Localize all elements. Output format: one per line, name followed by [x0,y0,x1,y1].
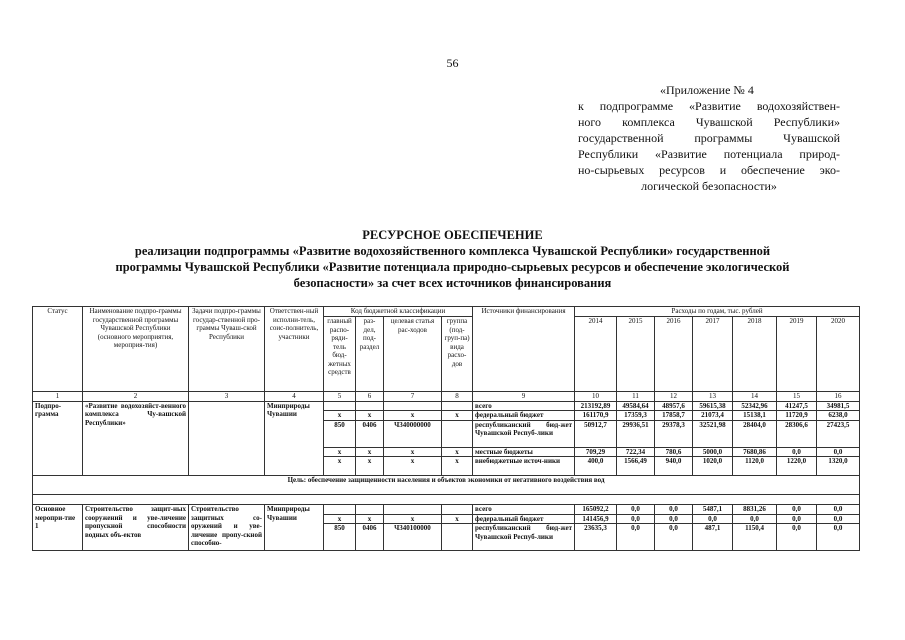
value-cell: 0,0 [817,514,860,524]
value-cell: 0,0 [777,524,817,551]
table-row [33,505,860,515]
code-cell [442,401,473,411]
status-cell: Подпро-грамма [33,401,83,476]
appendix-line: логической безопасности» [641,179,777,193]
value-cell: 23635,3 [575,524,617,551]
value-cell: 161170,9 [575,411,617,421]
value-cell: 15138,1 [733,411,777,421]
value-cell: 0,0 [777,514,817,524]
code-cell [356,505,384,515]
header-year: 2015 [617,317,655,392]
header-code-target: целевая статья рас-ходов [384,317,442,392]
value-cell: 0,0 [655,524,693,551]
document-title [60,227,845,291]
status-cell: Основное меропри-тие 1 [33,505,83,551]
source-cell: федеральный бюджет [473,411,575,421]
header-year: 2018 [733,317,777,392]
value-cell: 213192,89 [575,401,617,411]
header-year: 2017 [693,317,733,392]
code-cell [324,505,356,515]
code-cell: x [384,411,442,421]
code-cell: x [442,514,473,524]
column-number: 5 [324,392,356,402]
code-cell: 850 [324,420,356,447]
value-cell: 0,0 [817,447,860,457]
code-cell: x [356,447,384,457]
value-cell: 709,29 [575,447,617,457]
value-cell: 0,0 [777,447,817,457]
code-cell: x [324,447,356,457]
value-cell: 0,0 [617,524,655,551]
header-tasks: Задачи подпро-граммы государ-ственной про-граммы Чуваш-ской Республики [189,307,265,392]
header-status: Статус [33,307,83,392]
spacer-row [33,495,860,505]
header-source: Источники финансирования [473,307,575,392]
value-cell: 0,0 [777,505,817,515]
code-cell: x [384,447,442,457]
column-number: 8 [442,392,473,402]
column-number: 2 [83,392,189,402]
value-cell: 0,0 [617,505,655,515]
code-cell: x [442,447,473,457]
goal-row [33,476,860,495]
column-number: 3 [189,392,265,402]
code-cell [442,505,473,515]
column-number: 13 [693,392,733,402]
code-cell: x [324,457,356,476]
code-cell: x [356,411,384,421]
executor-cell: Минприроды Чувашии [265,401,324,476]
header-year: 2019 [777,317,817,392]
header-code-group: группа (под-груп-па) вида расхо-дов [442,317,473,392]
code-cell [442,524,473,551]
title-line: РЕСУРСНОЕ ОБЕСПЕЧЕНИЕ [362,228,543,242]
source-cell: федеральный бюджет [473,514,575,524]
source-cell: местные бюджеты [473,447,575,457]
column-number: 15 [777,392,817,402]
header-budget-code: Код бюджетной классификации [324,307,473,317]
value-cell: 8831,26 [733,505,777,515]
header-year: 2014 [575,317,617,392]
value-cell: 1020,0 [693,457,733,476]
resource-table [32,306,860,551]
code-cell: x [442,411,473,421]
code-cell [384,401,442,411]
code-cell: x [324,514,356,524]
value-cell: 141456,9 [575,514,617,524]
value-cell: 1150,4 [733,524,777,551]
table-row [33,401,860,411]
header-year: 2020 [817,317,860,392]
column-number: 6 [356,392,384,402]
source-cell: внебюджетные источ-ники [473,457,575,476]
value-cell: 27423,5 [817,420,860,447]
page-number: 56 [446,56,459,70]
value-cell: 5000,0 [693,447,733,457]
value-cell: 11720,9 [777,411,817,421]
appendix-line: Республики «Развитие потенциала природ- [578,147,840,161]
value-cell: 1320,0 [817,457,860,476]
title-line: безопасности» за счет всех источников финансирования [293,276,612,290]
executor-cell: Минприроды Чувашии [265,505,324,551]
code-cell: x [384,514,442,524]
value-cell: 29378,3 [655,420,693,447]
value-cell: 165092,2 [575,505,617,515]
code-cell: x [384,457,442,476]
code-cell [384,505,442,515]
column-number: 7 [384,392,442,402]
value-cell: 49584,64 [617,401,655,411]
tasks-cell: Строительство защитных со-оружений и уве-личение пропу-скной способно- [189,505,265,551]
value-cell: 28404,0 [733,420,777,447]
column-numbers-row [33,392,860,402]
title-line: реализации подпрограммы «Развитие водохозяйственного комплекса Чувашской Республики» государственной [134,244,771,258]
value-cell: 487,1 [693,524,733,551]
value-cell: 400,0 [575,457,617,476]
value-cell: 0,0 [655,505,693,515]
code-cell: 850 [324,524,356,551]
value-cell: 6238,0 [817,411,860,421]
column-number: 9 [473,392,575,402]
value-cell: 28306,6 [777,420,817,447]
header-expenses: Расходы по годам, тыс. рублей [575,307,860,317]
table-header-row [33,307,860,317]
column-number: 14 [733,392,777,402]
code-cell: 0406 [356,420,384,447]
value-cell: 32521,98 [693,420,733,447]
code-cell: Ч340100000 [384,524,442,551]
column-number: 4 [265,392,324,402]
value-cell: 17858,7 [655,411,693,421]
appendix-line: к подпрограмме «Развитие водохозяйствен- [578,99,840,113]
source-cell: республиканский бюд-жет Чувашской Респуб-лики [473,420,575,447]
goal-text: Цель: обеспечение защищенности населения и объектов экономики от негативного воздействия вод [33,476,860,495]
value-cell: 0,0 [817,505,860,515]
code-cell: Ч340000000 [384,420,442,447]
value-cell: 7680,86 [733,447,777,457]
value-cell: 17359,3 [617,411,655,421]
value-cell: 1220,0 [777,457,817,476]
column-number: 12 [655,392,693,402]
source-cell: всего [473,505,575,515]
value-cell: 5487,1 [693,505,733,515]
value-cell: 1120,0 [733,457,777,476]
value-cell: 52342,96 [733,401,777,411]
value-cell: 59615,38 [693,401,733,411]
column-number: 11 [617,392,655,402]
value-cell: 48957,6 [655,401,693,411]
appendix-line: «Приложение № 4 [660,83,754,97]
source-cell: республиканский бюд-жет Чувашской Респуб-лики [473,524,575,551]
header-year: 2016 [655,317,693,392]
value-cell: 29936,51 [617,420,655,447]
column-number: 16 [817,392,860,402]
code-cell: 0406 [356,524,384,551]
value-cell: 0,0 [733,514,777,524]
column-number: 1 [33,392,83,402]
code-cell [442,420,473,447]
column-number: 10 [575,392,617,402]
code-cell [356,401,384,411]
value-cell: 780,6 [655,447,693,457]
value-cell: 0,0 [817,524,860,551]
value-cell: 1566,49 [617,457,655,476]
code-cell: x [442,457,473,476]
code-cell: x [356,457,384,476]
value-cell: 41247,5 [777,401,817,411]
value-cell: 940,0 [655,457,693,476]
value-cell: 0,0 [617,514,655,524]
tasks-cell [189,401,265,476]
header-executor: Ответствен-ный исполни-тель, соис-полнитель, участники [265,307,324,392]
value-cell: 722,34 [617,447,655,457]
appendix-line: но-сырьевых ресурсов и обеспечение эко- [578,163,840,177]
source-cell: всего [473,401,575,411]
header-code-section: раз-дел, под-раздел [356,317,384,392]
title-line: программы Чувашской Республики «Развитие потенциала природно-сырьевых ресурсов и обеспечение экологической [115,260,790,274]
value-cell: 34981,5 [817,401,860,411]
value-cell: 21073,4 [693,411,733,421]
code-cell: x [356,514,384,524]
appendix-line: государственной программы Чувашской [578,131,840,145]
value-cell: 0,0 [693,514,733,524]
name-cell: «Развитие водохозяйст-венного комплекса Чу-вашской Республики» [83,401,189,476]
header-code-main: главный распо-ряди-тель бюд-жетных средств [324,317,356,392]
value-cell: 50912,7 [575,420,617,447]
header-name: Наименование подпро-граммы государственной программы Чувашской Республики (основного мероприятия, мероприя-тия) [83,307,189,392]
code-cell [324,401,356,411]
code-cell: x [324,411,356,421]
appendix-line: ного комплекса Чувашской Республики» [578,115,840,129]
appendix-note [578,82,840,194]
name-cell: Строительство защит-ных сооружений и уве-личение пропускной способности водных объ-ектов [83,505,189,551]
value-cell: 0,0 [655,514,693,524]
